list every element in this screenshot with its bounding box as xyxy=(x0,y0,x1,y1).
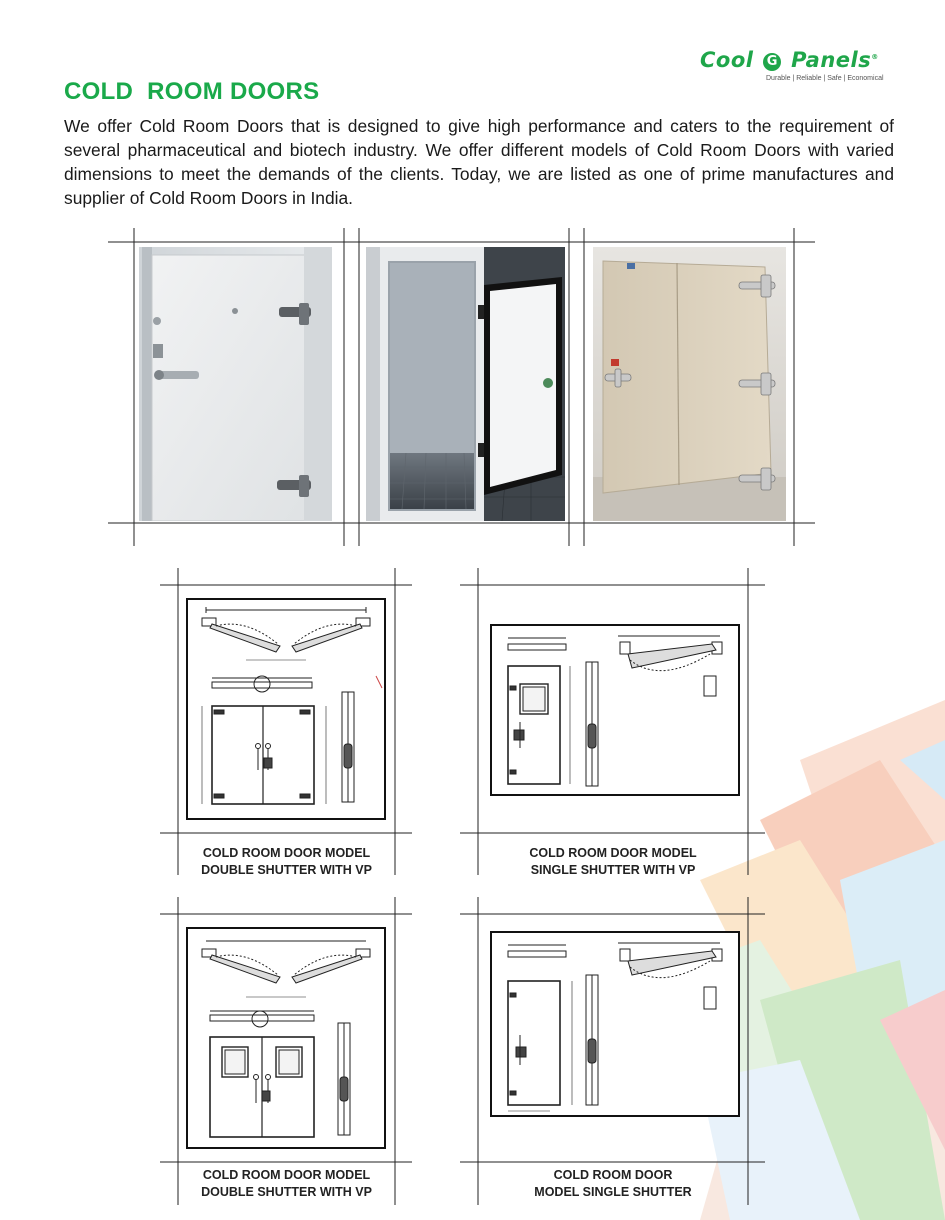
caption-double-shutter-vp-2: COLD ROOM DOOR MODEL DOUBLE SHUTTER WITH VP xyxy=(201,1168,372,1199)
photo-white-cold-room-door xyxy=(139,247,332,521)
photo-beige-double-door xyxy=(593,247,786,521)
drawing-double-shutter-vp xyxy=(186,598,386,820)
photo-glass-cold-room-door xyxy=(366,247,565,521)
drawing-single-shutter xyxy=(490,931,740,1117)
logo-wordmark: Cool G Panels® xyxy=(700,48,879,72)
logo-tagline: Durable | Reliable | Safe | Economical xyxy=(766,75,884,82)
brand-logo xyxy=(700,48,890,88)
caption-single-shutter: COLD ROOM DOOR MODEL SINGLE SHUTTER xyxy=(534,1168,692,1199)
drawing-single-shutter-vp xyxy=(490,624,740,796)
intro-paragraph: We offer Cold Room Doors that is designed to give high performance and caters to the requirement of several pharmaceutical and biotech industry. We offer different models of Cold Room Doors with varied dimensions to meet the demands of the clients. Today, we are listed as one of prime manufactures and supplier of Cold Room Doors in India. xyxy=(64,116,894,208)
page-title: COLD ROOM DOORS xyxy=(64,78,320,105)
logo-g-badge: G xyxy=(763,53,781,71)
caption-double-shutter-vp: COLD ROOM DOOR MODEL DOUBLE SHUTTER WITH VP xyxy=(201,846,372,877)
caption-single-shutter-vp: COLD ROOM DOOR MODEL SINGLE SHUTTER WITH VP xyxy=(529,846,697,877)
drawing-double-shutter-vp-2 xyxy=(186,927,386,1149)
